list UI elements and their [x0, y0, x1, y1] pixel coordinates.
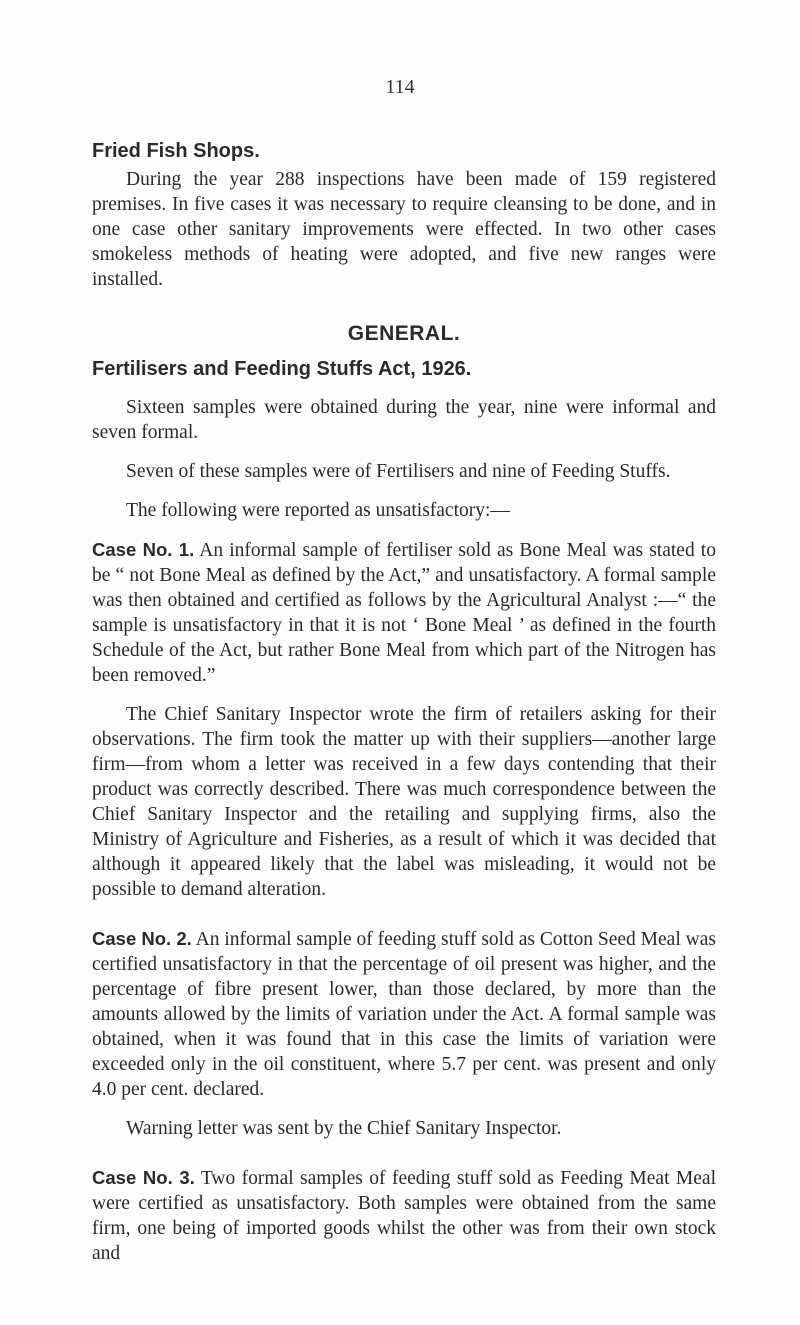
- case-3-paragraph: [92, 1165, 716, 1266]
- case-2-follow-up: Warning letter was sent by the Chief Sanitary Inspector.: [126, 1118, 562, 1139]
- case-1-text: An informal sample of fertiliser sold as Bone Meal was stated to be “ not Bone Meal as defined by the Act,” and unsatisfactory. A formal sample was then obtained and certified as follows by the Agricultural Analyst :—“ the sample is unsatisfactory in that it is not ‘ Bone Meal ’ as defined in the fourth Schedule of the Act, but rather Bone Meal from which part of the Nitrogen has been removed.”: [92, 540, 716, 686]
- page-number: 114: [385, 76, 415, 98]
- case-2-label: Case No. 2.: [92, 928, 192, 949]
- act-heading: Fertilisers and Feeding Stuffs Act, 1926.: [92, 358, 472, 380]
- page-content: [92, 140, 716, 1266]
- fried-fish-paragraph: During the year 288 inspections have been made of 159 registered premises. In five cases it was necessary to require cleansing to be done, and in one case other sanitary improvements were effected. In two other cases smokeless methods of heating were adopted, and five new ranges were installed.: [92, 169, 716, 290]
- intro-paragraph-types: Seven of these samples were of Fertilisers and nine of Feeding Stuffs.: [126, 461, 671, 482]
- intro-paragraph-unsatisfactory: The following were reported as unsatisfactory:—: [126, 500, 510, 521]
- case-2-paragraph: [92, 926, 716, 1102]
- case-3-label: Case No. 3.: [92, 1167, 195, 1188]
- case-1-paragraph: [92, 537, 716, 688]
- case-1-label: Case No. 1.: [92, 539, 195, 560]
- case-1-follow-up: The Chief Sanitary Inspector wrote the firm of retailers asking for their observations. The firm took the matter up with their suppliers—another large firm—from whom a letter was received in a few days contending that their product was correctly described. There was much correspondence between the Chief Sanitary Inspector and the retailing and supplying firms, also the Ministry of Agriculture and Fisheries, as a result of which it was decided that although it appeared likely that the label was misleading, it would not be possible to demand alteration.: [92, 704, 716, 900]
- intro-paragraph-samples: Sixteen samples were obtained during the year, nine were informal and seven formal.: [92, 397, 716, 443]
- case-3-text: Two formal samples of feeding stuff sold as Feeding Meat Meal were certified as unsatisfactory. Both samples were obtained from the same firm, one being of imported goods whilst the other was from their own stock and: [92, 1168, 716, 1264]
- fried-fish-heading: Fried Fish Shops.: [92, 140, 260, 162]
- case-2-text: An informal sample of feeding stuff sold as Cotton Seed Meal was certified unsatisfactory in that the percentage of oil present was higher, and the percentage of fibre present lower, than those declared, by more than the amounts allowed by the limits of variation under the Act. A formal sample was obtained, when it was found that in this case the limits of variation were exceeded only in the oil constituent, where 5.7 per cent. was present and only 4.0 per cent. declared.: [92, 929, 716, 1100]
- general-heading: GENERAL.: [347, 322, 461, 345]
